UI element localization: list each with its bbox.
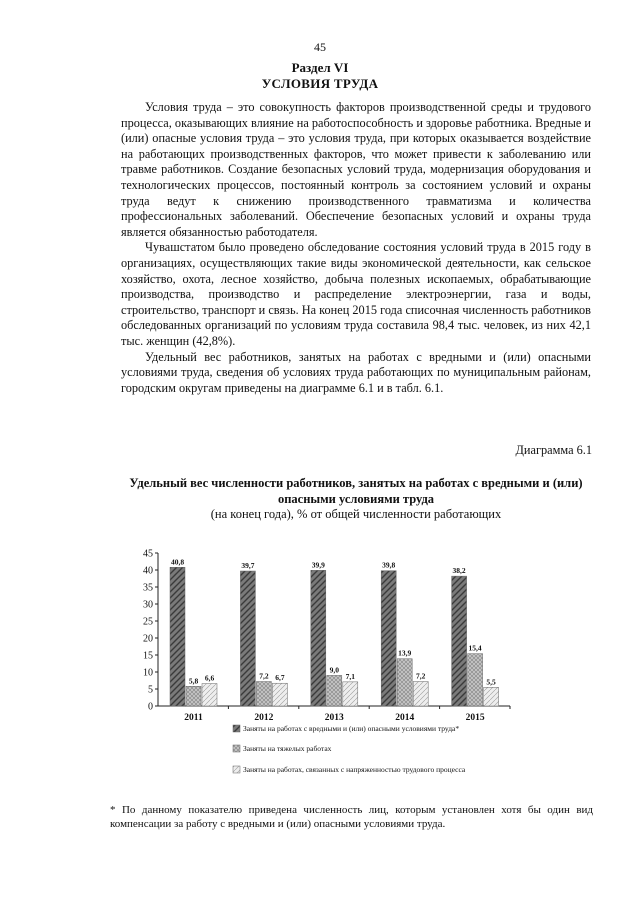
legend-label: Заняты на тяжелых работах (243, 744, 332, 753)
bar (256, 682, 271, 706)
footnote: * По данному показателю приведена численность лиц, которым установлен хотя бы один вид компенсации за работу с вредными и (или) опасными условиями труда. (110, 804, 593, 830)
paragraph: Условия труда – это совокупность факторов производственной среды и трудового процесса, оказывающих влияние на работоспособность и здоровье работника. Вредные и (или) опасные условия труда – это условия труда, при которых оказывается воздействие на работающих производственных факторов, что может привести к заболеванию или травме работников. Создание безопасных условий труда, модернизация оборудования и технологических процессов, постоянный контроль за состоянием условий и охраны труда ведут к снижению производственного травматизма и количества профессиональных заболеваний. Обеспечение безопасных условий и охраны труда является обязанностью работодателя. (121, 100, 591, 239)
bar (413, 682, 428, 706)
y-tick-label: 30 (143, 599, 153, 611)
bar (452, 576, 467, 706)
legend-label: Заняты на работах с вредными и (или) опасными условиями труда* (243, 724, 460, 733)
bar-value-label: 15,4 (468, 643, 482, 653)
y-tick-label: 15 (143, 650, 153, 662)
paragraph: Чувашстатом было проведено обследование состояния условий труда в 2015 году в организациях, осуществляющих такие виды экономической деятельности, как сельское хозяйство, охота, лесное хозяйство, добыча полезных ископаемых, обрабатывающие производства, производство и распределение электроэнергии, газа и воды, строительство, транспорт и связь. На конец 2015 года списочная численность работников обследованных организаций по условиям труда составила 98,4 тыс. человек, из них 42,1 тыс. женщин (42,8%). (121, 240, 591, 348)
bar-value-label: 39,7 (241, 561, 255, 571)
bar (311, 570, 326, 706)
y-tick-label: 0 (148, 701, 153, 713)
x-tick-label: 2014 (395, 713, 415, 723)
x-tick-label: 2013 (324, 713, 344, 723)
bar-value-label: 6,7 (275, 673, 285, 683)
bar (397, 659, 412, 706)
y-tick-label: 45 (143, 548, 153, 560)
section-label: Раздел VI (291, 60, 349, 75)
bar-value-label: 6,6 (204, 673, 215, 683)
bar (186, 686, 201, 706)
chart-subtitle: (на конец года), % от общей численности работающих (210, 507, 502, 521)
paragraph: Удельный вес работников, занятых на работах с вредными и (или) опасными условиями труда, сведения об условиях труда работающих по муниципальным районам, городским округам приведены на диаграмме 6.1 и в табл. 6.1. (121, 349, 591, 395)
bar-value-label: 7,2 (416, 671, 426, 681)
section-title: УСЛОВИЯ ТРУДА (261, 76, 379, 91)
bar (240, 571, 255, 706)
bar (343, 682, 358, 706)
legend-swatch (233, 725, 240, 732)
x-tick-label: 2012 (254, 713, 274, 723)
bar-value-label: 7,2 (259, 671, 269, 681)
page-number: 45 (314, 40, 326, 54)
x-tick-label: 2011 (184, 713, 203, 723)
y-tick-label: 25 (143, 616, 153, 628)
bar (202, 684, 217, 706)
bar-value-label: 39,9 (311, 560, 325, 570)
body-text (121, 100, 591, 396)
bar-value-label: 5,5 (486, 677, 496, 687)
diagram-label: Диаграмма 6.1 (515, 443, 592, 457)
bar (381, 571, 396, 706)
y-tick-label: 10 (143, 667, 153, 679)
y-tick-label: 35 (143, 582, 153, 594)
bar (484, 687, 499, 706)
bar (327, 675, 342, 706)
bar-value-label: 40,8 (170, 557, 185, 567)
bar (468, 654, 483, 706)
chart-title: Удельный вес численности работников, занятых на работах с вредными и (или) опасными условиями труда (129, 476, 583, 506)
y-tick-label: 40 (143, 565, 153, 577)
bar-value-label: 9,0 (329, 665, 339, 675)
y-tick-label: 5 (148, 684, 153, 696)
x-tick-label: 2015 (465, 713, 485, 723)
bar-value-label: 13,9 (398, 648, 412, 658)
bar-value-label: 7,1 (345, 671, 355, 681)
bar (272, 683, 287, 706)
bar-chart (120, 540, 520, 790)
bar-value-label: 5,8 (188, 676, 199, 686)
legend-label: Заняты на работах, связанных с напряженностью трудового процесса (243, 765, 466, 774)
y-tick-label: 20 (143, 633, 153, 645)
legend-swatch (233, 766, 240, 773)
legend-swatch (233, 745, 240, 752)
bar (170, 567, 185, 706)
bar-value-label: 39,8 (382, 560, 396, 570)
bar-value-label: 38,2 (452, 566, 466, 576)
